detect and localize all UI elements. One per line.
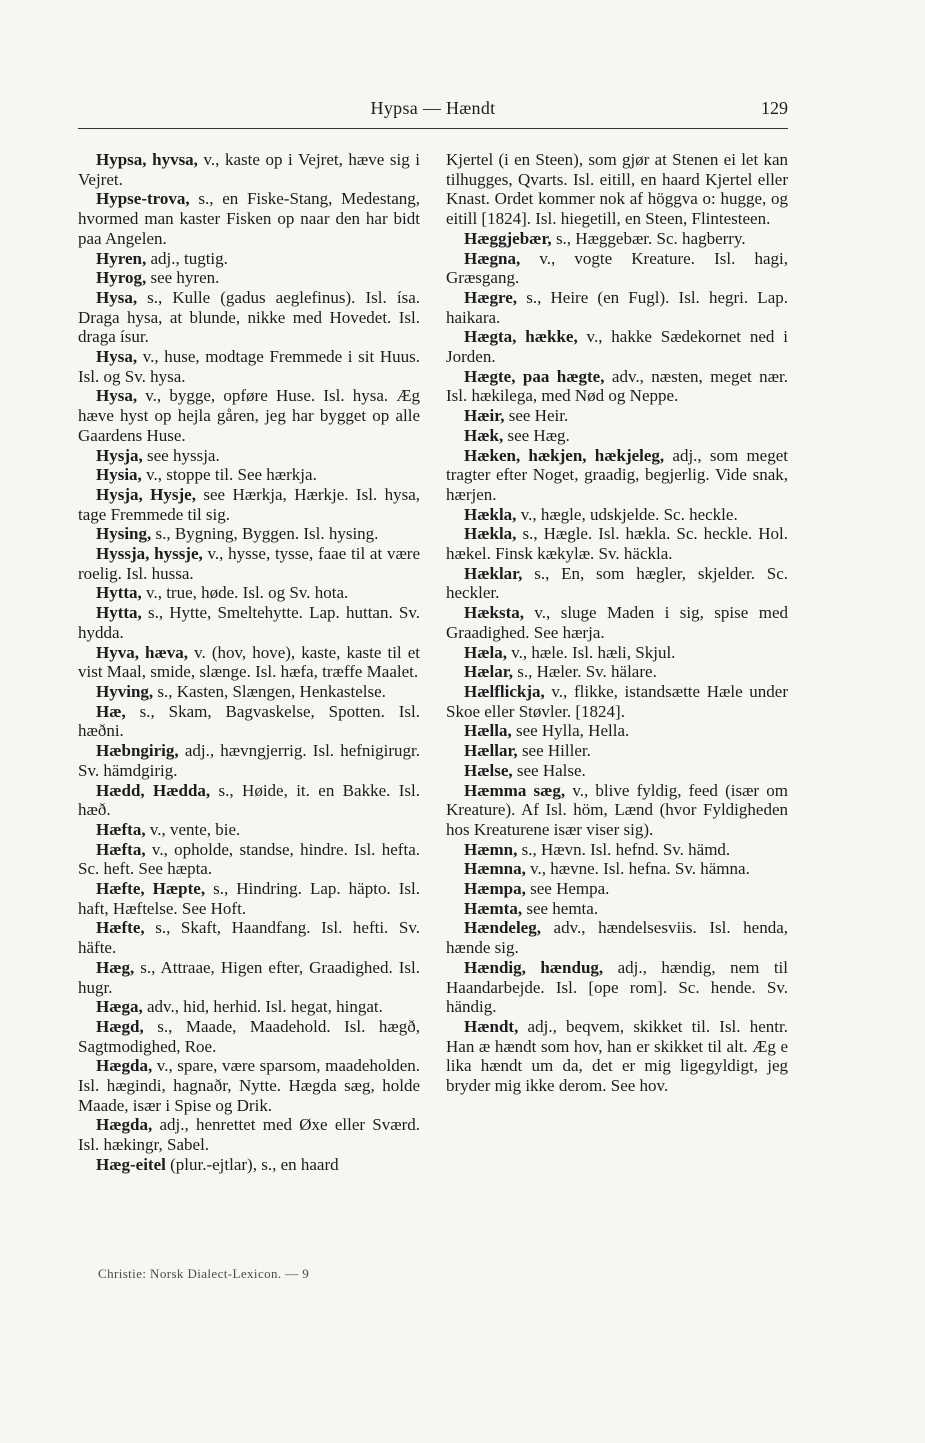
entry-definition: s., Maade, Maadehold. Isl. hægð, Sagtmodighed, Roe.: [78, 1016, 420, 1056]
entry-definition: s., Kasten, Slængen, Henkastelse.: [153, 681, 386, 701]
entry-definition: adv., næsten, meget nær. Isl. hækilega, med Nød og Neppe.: [446, 366, 788, 406]
dictionary-entry: [446, 288, 788, 327]
entry-definition: adj., henrettet med Øxe eller Sværd. Isl. hækingr, Sabel.: [78, 1115, 420, 1155]
entry-definition: (plur.-ejtlar), s., en haard: [165, 1154, 339, 1174]
entry-headword: Hæla,: [464, 642, 507, 662]
dictionary-entry: [446, 958, 788, 1017]
dictionary-entry: [446, 249, 788, 288]
entry-headword: Hæk,: [464, 425, 504, 445]
dictionary-entry: [78, 997, 420, 1017]
entry-headword: Hysa,: [96, 347, 138, 367]
dictionary-entry: [446, 761, 788, 781]
dictionary-entry: [78, 446, 420, 466]
entry-definition: s., En, som hægler, skjelder. Sc. heckler.: [446, 563, 788, 603]
entry-headword: Hædd, Hædda,: [96, 780, 211, 800]
dictionary-entry: [78, 682, 420, 702]
dictionary-entry: [78, 465, 420, 485]
entry-definition: s., en Fiske-Stang, Medestang, hvormed man kaster Fisken op naar den har bidt paa Angelen.: [78, 189, 420, 248]
entry-headword: Hæmn,: [464, 839, 518, 859]
entry-headword: Hægda,: [96, 1056, 153, 1076]
dictionary-entry: [78, 1115, 420, 1154]
entry-headword: Hælse,: [464, 760, 513, 780]
dictionary-entry: [78, 1017, 420, 1056]
dictionary-entry: [78, 268, 420, 288]
dictionary-entry: [78, 583, 420, 603]
entry-headword: Hæga,: [96, 997, 143, 1017]
entry-definition: v., flikke, istandsætte Hæle under Skoe eller Støvler. [1824].: [446, 681, 788, 721]
dictionary-entry: [78, 702, 420, 741]
entry-headword: Hæir,: [464, 406, 505, 426]
entry-definition: v., huse, modtage Fremmede i sit Huus. Isl. og Sv. hysa.: [78, 347, 420, 386]
left-column: [78, 150, 420, 1175]
dictionary-entry: [78, 643, 420, 682]
dictionary-entry: [446, 564, 788, 603]
entry-headword: Hæmpa,: [464, 879, 526, 899]
entry-headword: Hægta, hække,: [464, 327, 578, 347]
right-column: [446, 150, 788, 1096]
entry-definition: adj., som meget tragter efter Noget, graadig, begjerlig. Vide snak, hærjen.: [446, 445, 788, 504]
entry-headword: Hægte, paa hægte,: [464, 366, 605, 386]
entry-definition: v., hævne. Isl. hefna. Sv. hämna.: [525, 859, 750, 879]
entry-headword: Hæfta,: [96, 819, 146, 839]
dictionary-entry: [446, 426, 788, 446]
dictionary-entry: [446, 229, 788, 249]
dictionary-entry: [446, 406, 788, 426]
entry-headword: Hæmma sæg,: [464, 780, 566, 800]
dictionary-entry: [446, 879, 788, 899]
dictionary-entry: [78, 544, 420, 583]
dictionary-entry: [446, 643, 788, 663]
entry-definition: see Hiller.: [517, 741, 591, 761]
entry-headword: Hysja,: [96, 445, 143, 465]
entry-headword: Hæg,: [96, 957, 135, 977]
entry-headword: Hæbngirig,: [96, 741, 179, 761]
entry-definition: s., Hæggebær. Sc. hagberry.: [551, 228, 746, 248]
entry-definition: s., Hæler. Sv. hälare.: [512, 662, 657, 682]
dictionary-entry: [78, 1056, 420, 1115]
dictionary-entry: [446, 918, 788, 957]
entry-definition: v., sluge Maden i sig, spise med Graadighed. See hærja.: [446, 603, 788, 642]
dictionary-entry: [78, 1155, 420, 1175]
entry-definition: see Hæg.: [503, 425, 570, 445]
dictionary-entry: [446, 859, 788, 879]
entry-definition: v., hæle. Isl. hæli, Skjul.: [506, 642, 676, 662]
entry-headword: Hægre,: [464, 287, 518, 307]
entry-definition: s., Skam, Bagvaskelse, Spotten. Isl. hæðni.: [78, 701, 420, 741]
entry-headword: Hællar,: [464, 741, 518, 761]
entry-headword: Hæfte,: [96, 918, 145, 938]
entry-definition: s., Skaft, Haandfang. Isl. hefti. Sv. häfte.: [78, 918, 420, 958]
entry-headword: Hyren,: [96, 248, 147, 268]
dictionary-entry: [78, 840, 420, 879]
dictionary-entry: [78, 781, 420, 820]
entry-definition: see Halse.: [512, 760, 586, 780]
dictionary-entry: [78, 820, 420, 840]
dictionary-entry: [78, 485, 420, 524]
entry-headword: Hælar,: [464, 662, 513, 682]
entry-headword: Hæggjebær,: [464, 228, 552, 248]
dictionary-entry: [78, 386, 420, 445]
header-rule: [78, 128, 788, 129]
entry-headword: Hækla,: [464, 524, 517, 544]
entry-headword: Hæken, hækjen, hækjeleg,: [464, 445, 665, 465]
entry-definition: s., Bygning, Byggen. Isl. hysing.: [151, 524, 379, 544]
entry-headword: Hækla,: [464, 504, 517, 524]
entry-definition: adj., hævngjerrig. Isl. hefnigirugr. Sv. hämdgirig.: [78, 741, 420, 780]
dictionary-entry: [446, 327, 788, 366]
entry-definition: adv., hændelsesviis. Isl. henda, hænde sig.: [446, 918, 788, 958]
entry-definition: v., opholde, standse, hindre. Isl. hefta. Sc. heft. See hæpta.: [78, 839, 420, 879]
entry-definition: s., Hævn. Isl. hefnd. Sv. hämd.: [517, 839, 731, 859]
entry-headword: Hændeleg,: [464, 918, 541, 938]
dictionary-entry: [446, 741, 788, 761]
entry-headword: Hægna,: [464, 248, 521, 268]
entry-definition: v. (hov, hove), kaste, kaste til et vist Maal, smide, slænge. Isl. hæfa, træffe Maalet.: [78, 642, 420, 682]
entry-definition: see Hylla, Hella.: [511, 721, 630, 741]
entry-headword: Hysa,: [96, 386, 138, 406]
entry-headword: Hypsa, hyvsa,: [96, 150, 198, 169]
entry-headword: Hytta,: [96, 603, 142, 623]
entry-headword: Hysa,: [96, 287, 138, 307]
entry-definition: s., Kulle (gadus aeglefinus). Isl. ísa. Draga hysa, at blunde, nikke med Hovedet. Isl. draga ísur.: [78, 287, 420, 347]
dictionary-entry: [78, 288, 420, 347]
entry-headword: Hyrog,: [96, 268, 147, 288]
entry-headword: Hægda,: [96, 1115, 153, 1135]
dictionary-entry: [446, 524, 788, 563]
dictionary-entry: [78, 958, 420, 997]
dictionary-entry: [446, 603, 788, 642]
entry-definition: s., Hindring. Lap. häpto. Isl. haft, Hæftelse. See Hoft.: [78, 879, 420, 918]
entry-headword: Hæmna,: [464, 859, 526, 879]
entry-definition: s., Heire (en Fugl). Isl. hegri. Lap. haikara.: [446, 287, 788, 327]
entry-headword: Hæ,: [96, 701, 126, 721]
entry-definition: see hyssja.: [142, 445, 220, 465]
entry-definition: v., hysse, tysse, faae til at være roelig. Isl. hussa.: [78, 544, 420, 583]
entry-definition: see hyren.: [146, 268, 220, 288]
dictionary-entry: [78, 741, 420, 780]
dictionary-entry: [446, 662, 788, 682]
dictionary-entry: [446, 899, 788, 919]
entry-definition: v., hægle, udskjelde. Sc. heckle.: [516, 504, 738, 524]
dictionary-entry: [446, 446, 788, 505]
entry-definition: s., Hægle. Isl. hækla. Sc. heckle. Hol. hækel. Finsk kækylæ. Sv. häckla.: [446, 524, 788, 564]
entry-headword: Hyssja, hyssje,: [96, 544, 203, 564]
dictionary-entry: [446, 840, 788, 860]
dictionary-entry: [78, 189, 420, 248]
entry-definition: v., true, høde. Isl. og Sv. hota.: [141, 583, 349, 603]
entry-headword: Hælflickja,: [464, 681, 545, 701]
entry-headword: Hæksta,: [464, 603, 524, 623]
entry-definition: s., Attraae, Higen efter, Graadighed. Isl. hugr.: [78, 957, 420, 997]
entry-definition: v., stoppe til. See hærkja.: [141, 465, 317, 485]
entry-definition: see hemta.: [522, 898, 599, 918]
dictionary-entry: [446, 1017, 788, 1096]
entry-definition: see Hærkja, Hærkje. Isl. hysa, tage Fremmede til sig.: [78, 484, 420, 524]
entry-headword: Hæklar,: [464, 563, 523, 583]
entry-headword: Hægd,: [96, 1016, 144, 1036]
entry-headword: Hysia,: [96, 465, 142, 485]
entry-headword: Hysja, Hysje,: [96, 484, 196, 504]
entry-definition: s., Høide, it. en Bakke. Isl. hæð.: [78, 780, 420, 820]
entry-definition: v., bygge, opføre Huse. Isl. hysa. Æg hæve hyst op hejla gåren, jeg har bygget op alle Gaardens Huse.: [78, 386, 420, 445]
dictionary-entry: [446, 367, 788, 406]
dictionary-entry: [446, 150, 788, 229]
footer-signature: Christie: Norsk Dialect-Lexicon. — 9: [98, 1266, 310, 1281]
entry-definition: s., Hytte, Smeltehytte. Lap. huttan. Sv. hydda.: [78, 603, 420, 642]
entry-definition: v., vogte Kreature. Isl. hagi, Græsgang.: [446, 248, 788, 288]
entry-definition: v., hakke Sædekornet ned i Jorden.: [446, 327, 788, 367]
entry-headword: Hysing,: [96, 524, 152, 544]
page-header: [78, 98, 788, 122]
dictionary-entry: [78, 879, 420, 918]
dictionary-entry: [446, 781, 788, 840]
entry-headword: Hændt,: [464, 1016, 519, 1036]
dictionary-entry: [78, 524, 420, 544]
entry-headword: Hæfta,: [96, 839, 146, 859]
dictionary-entry: [446, 721, 788, 741]
entry-definition: see Heir.: [504, 406, 569, 426]
dictionary-entry: [78, 150, 420, 189]
entry-headword: Hæmta,: [464, 898, 523, 918]
dictionary-entry: [78, 347, 420, 386]
dictionary-entry: [446, 682, 788, 721]
dictionary-entry: [446, 505, 788, 525]
entry-headword: Hypse-trova,: [96, 189, 190, 209]
dictionary-entry: [78, 918, 420, 957]
entry-definition: Kjertel (i en Steen), som gjør at Stenen ei let kan tilhugges, Qvarts. Isl. eitill, en haard Kjertel eller Knast. Ordet kommer nok af höggva o: hugge, og eitill [1824]. Isl. hiegetill, en Steen, Flintesteen.: [446, 150, 788, 229]
dictionary-entry: [78, 249, 420, 269]
entry-definition: adv., hid, herhid. Isl. hegat, hingat.: [142, 997, 383, 1017]
entry-headword: Hyving,: [96, 681, 154, 701]
entry-headword: Hæfte, Hæpte,: [96, 879, 206, 899]
entry-headword: Hælla,: [464, 721, 512, 741]
entry-definition: see Hempa.: [525, 879, 610, 899]
dictionary-entry: [78, 603, 420, 642]
entry-definition: adj., tugtig.: [146, 248, 228, 268]
entry-headword: Hæg-eitel: [96, 1154, 166, 1174]
entry-headword: Hytta,: [96, 583, 142, 603]
running-head: Hypsa — Hændt: [370, 98, 496, 118]
entry-definition: v., spare, være sparsom, maadeholden. Isl. hægindi, hagnaðr, Nytte. Hægda sæg, holde Maade, især i Spise og Drik.: [78, 1056, 420, 1115]
entry-definition: adj., hændig, nem til Haandarbejde. Isl. [ope rom]. Sc. hende. Sv. händig.: [446, 957, 788, 1017]
entry-definition: v., kaste op i Vejret, hæve sig i Vejret.: [78, 150, 420, 189]
entry-definition: v., blive fyldig, feed (især om Kreature). Af Isl. höm, Lænd (hvor Fyldigheden hos Kreaturene især viser sig).: [446, 780, 788, 839]
entry-definition: adj., beqvem, skikket til. Isl. hentr. Han æ hændt som hov, han er skikket til alt. Æg e lika hændt um da, det er mig ligegyldigt, jeg bryder mig ikke derom. See hov.: [446, 1016, 788, 1096]
entry-definition: v., vente, bie.: [145, 819, 241, 839]
entry-headword: Hyva, hæva,: [96, 642, 189, 662]
page-number: 129: [761, 98, 788, 118]
entry-headword: Hændig, hændug,: [464, 957, 604, 977]
